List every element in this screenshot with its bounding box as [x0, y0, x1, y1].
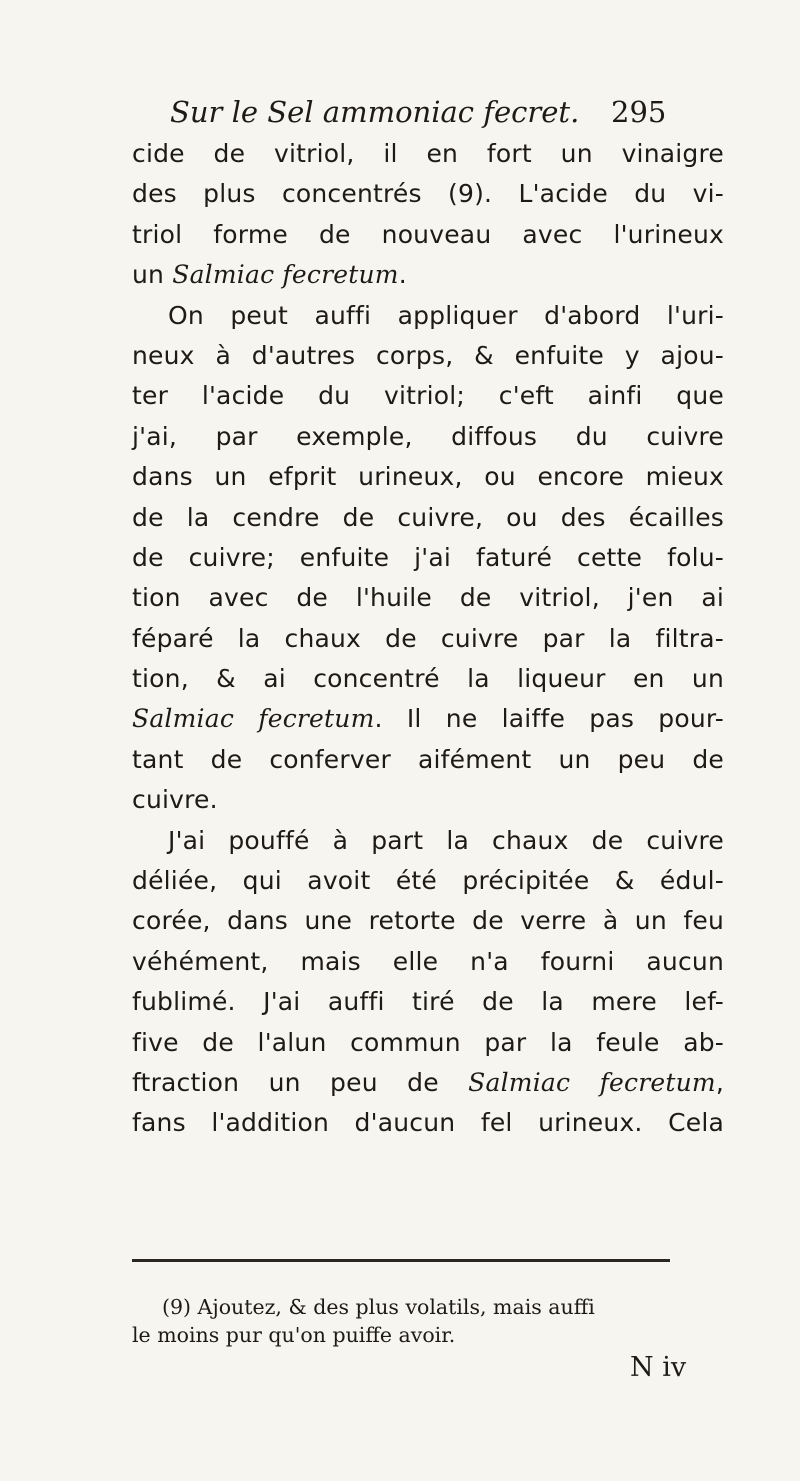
- text-line: de la cendre de cuivre, ou des écailles: [132, 502, 724, 532]
- text-line: ter l'acide du vitriol; c'eft ainfi que: [132, 381, 724, 411]
- text-line: [132, 699, 724, 739]
- text-line: des plus concentrés (9). L'acide du vi-: [132, 179, 724, 209]
- text-line: J'ai pouffé à part la chaux de cuivre: [168, 825, 724, 855]
- text-line: déliée, qui avoit été précipitée & édul-: [132, 866, 724, 896]
- text-line: five de l'alun commun par la feule ab-: [132, 1027, 724, 1057]
- italic-term: Salmiac fecretum: [172, 260, 399, 290]
- text-line: véhément, mais elle n'a fourni aucun: [132, 946, 724, 976]
- text-line: On peut auffi appliquer d'abord l'uri-: [168, 300, 724, 330]
- footnote-line: (9) Ajoutez, & des plus volatils, mais auffi: [162, 1295, 595, 1319]
- italic-term: Salmiac fecretum: [468, 1067, 716, 1097]
- running-head-title: Sur le Sel ammoniac fecret.: [170, 95, 580, 129]
- text-line: tant de conferver aifément un peu de: [132, 744, 724, 774]
- text-line: neux à d'autres corps, & enfuite y ajou-: [132, 340, 724, 370]
- text-line: féparé la chaux de cuivre par la filtra-: [132, 623, 724, 653]
- text-segment: ftraction un peu de: [132, 1067, 469, 1097]
- text-line: triol forme de nouveau avec l'urineux: [132, 219, 724, 249]
- text-line: [132, 255, 724, 295]
- page-number: 295: [611, 95, 667, 129]
- body-text: [132, 134, 724, 1144]
- text-segment: . Il ne laiffe pas pour-: [374, 704, 724, 734]
- text-line: tion avec de l'huile de vitriol, j'en ai: [132, 583, 724, 613]
- text-segment: .: [398, 260, 407, 290]
- text-line: de cuivre; enfuite j'ai faturé cette folu-: [132, 542, 724, 572]
- text-line: [132, 1063, 724, 1103]
- footnote-rule: [132, 1259, 670, 1262]
- footnote: [132, 1293, 722, 1349]
- text-line: fublimé. J'ai auffi tiré de la mere lef-: [132, 987, 724, 1017]
- text-line: corée, dans une retorte de verre à un feu: [132, 906, 724, 936]
- text-line: cuivre.: [132, 785, 218, 815]
- text-line: cide de vitriol, il en fort un vinaigre: [132, 139, 724, 168]
- text-line: j'ai, par exemple, diffous du cuivre: [132, 421, 724, 451]
- text-line: tion, & ai concentré la liqueur en un: [132, 664, 724, 694]
- italic-term: Salmiac fecretum: [132, 704, 375, 734]
- text-segment: ,: [715, 1067, 724, 1097]
- text-line: dans un efprit urineux, ou encore mieux: [132, 462, 724, 492]
- signature-mark: N iv: [630, 1352, 687, 1383]
- running-head: [170, 92, 670, 132]
- text-line: fans l'addition d'aucun fel urineux. Cela: [132, 1108, 724, 1138]
- footnote-line: le moins pur qu'on puiffe avoir.: [132, 1323, 456, 1347]
- text-segment: un: [132, 260, 173, 290]
